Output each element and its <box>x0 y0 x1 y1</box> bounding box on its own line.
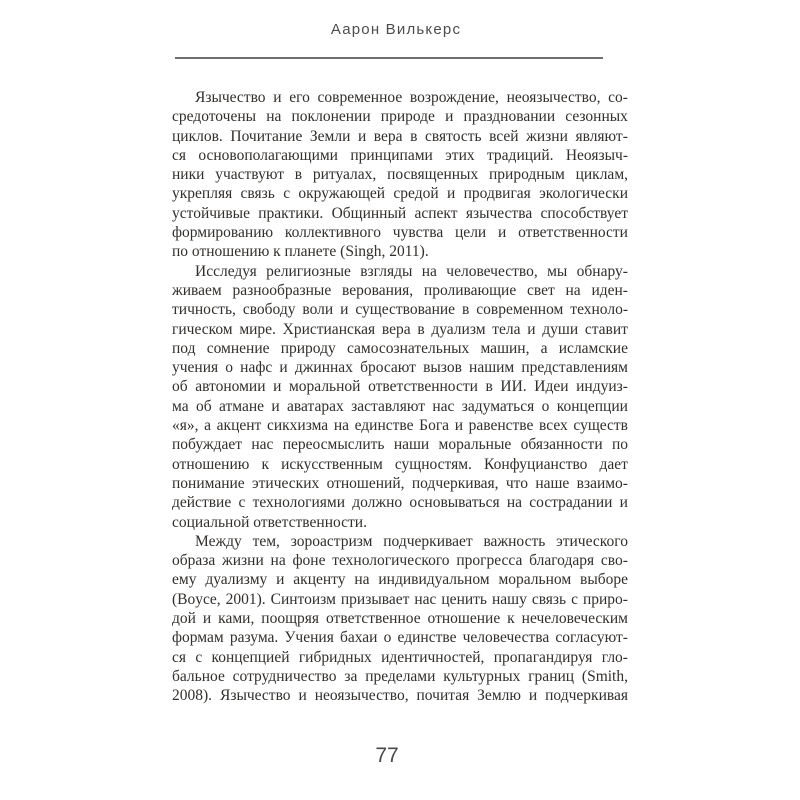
text-line: средоточены на поклонении природе и праздновании сезонных <box>172 108 628 126</box>
text-line: ма об атмане и аватарах заставляют нас задуматься о концепции <box>172 397 628 415</box>
text-line: живаем разнообразные верования, проливающие свет на иден- <box>172 281 628 299</box>
text-line: формированию коллективного чувства цели и ответственности <box>172 224 628 242</box>
text-line: образа жизни на фоне технологического прогресса благодаря сво- <box>172 552 628 570</box>
text-line: социальной ответственности. <box>172 513 367 531</box>
text-line: ся основополагающими принципами этих традиций. Неоязыч- <box>172 146 628 164</box>
text-line: об автономии и моральной ответственности в ИИ. Идеи индуиз- <box>172 378 628 396</box>
running-header: Аарон Вилькерс <box>330 21 462 38</box>
text-line: устойчивые практики. Общинный аспект язычества способствует <box>172 204 628 222</box>
text-line: укрепляя связь с окружающей средой и продвигая экологически <box>172 185 628 203</box>
text-line: дой и ками, поощряя ответственное отношение к нечеловеческим <box>172 610 628 628</box>
text-line: учения о нафс и джиннах бросают вызов нашим представлениям <box>172 359 628 377</box>
header-rule-divider <box>175 57 603 59</box>
body-text-block <box>172 89 628 707</box>
text-line: бальное сотрудничество за пределами культурных границ (Smith, <box>172 667 628 685</box>
text-line: циклов. Почитание Земли и вера в святость всей жизни являют- <box>172 127 628 145</box>
text-line: понимание этических отношений, подчеркивая, что наше взаимо- <box>172 474 628 492</box>
text-line: Между тем, зороастризм подчеркивает важность этического <box>195 532 628 550</box>
text-line: «я», а акцент сикхизма на единстве Бога и равенстве всех существ <box>172 417 628 435</box>
page-number: 77 <box>375 744 399 767</box>
text-line: 2008). Язычество и неоязычество, почитая Землю и подчеркивая <box>172 687 628 705</box>
text-line: (Boyce, 2001). Синтоизм призывает нас ценить нашу связь с приро- <box>172 590 628 608</box>
text-line: по отношению к планете (Singh, 2011). <box>172 243 429 261</box>
text-line: тичность, свободу воли и существование в современном техноло- <box>172 301 628 319</box>
text-line: действие с технологиями должно основываться на сострадании и <box>172 494 628 512</box>
text-line: отношению к искусственным сущностям. Конфуцианство дает <box>172 455 628 473</box>
text-line: побуждает нас переосмыслить наши моральные обязанности по <box>172 436 628 454</box>
text-line: Исследуя религиозные взгляды на человечество, мы обнару- <box>195 262 628 280</box>
text-line: формам разума. Учения бахаи о единстве человечества согласуют- <box>172 629 628 647</box>
text-line: ему дуализму и акценту на индивидуальном моральном выборе <box>172 571 628 589</box>
text-line: ники участвуют в ритуалах, посвященных природным циклам, <box>172 166 628 184</box>
text-line: Язычество и его современное возрождение, неоязычество, со- <box>195 89 628 106</box>
text-line: под сомнение природу самосознательных машин, а исламские <box>172 339 628 357</box>
text-line: ся с концепцией гибридных идентичностей, пропагандируя гло- <box>172 648 628 666</box>
text-line: гическом мире. Христианская вера в дуализм тела и души ставит <box>172 320 628 338</box>
